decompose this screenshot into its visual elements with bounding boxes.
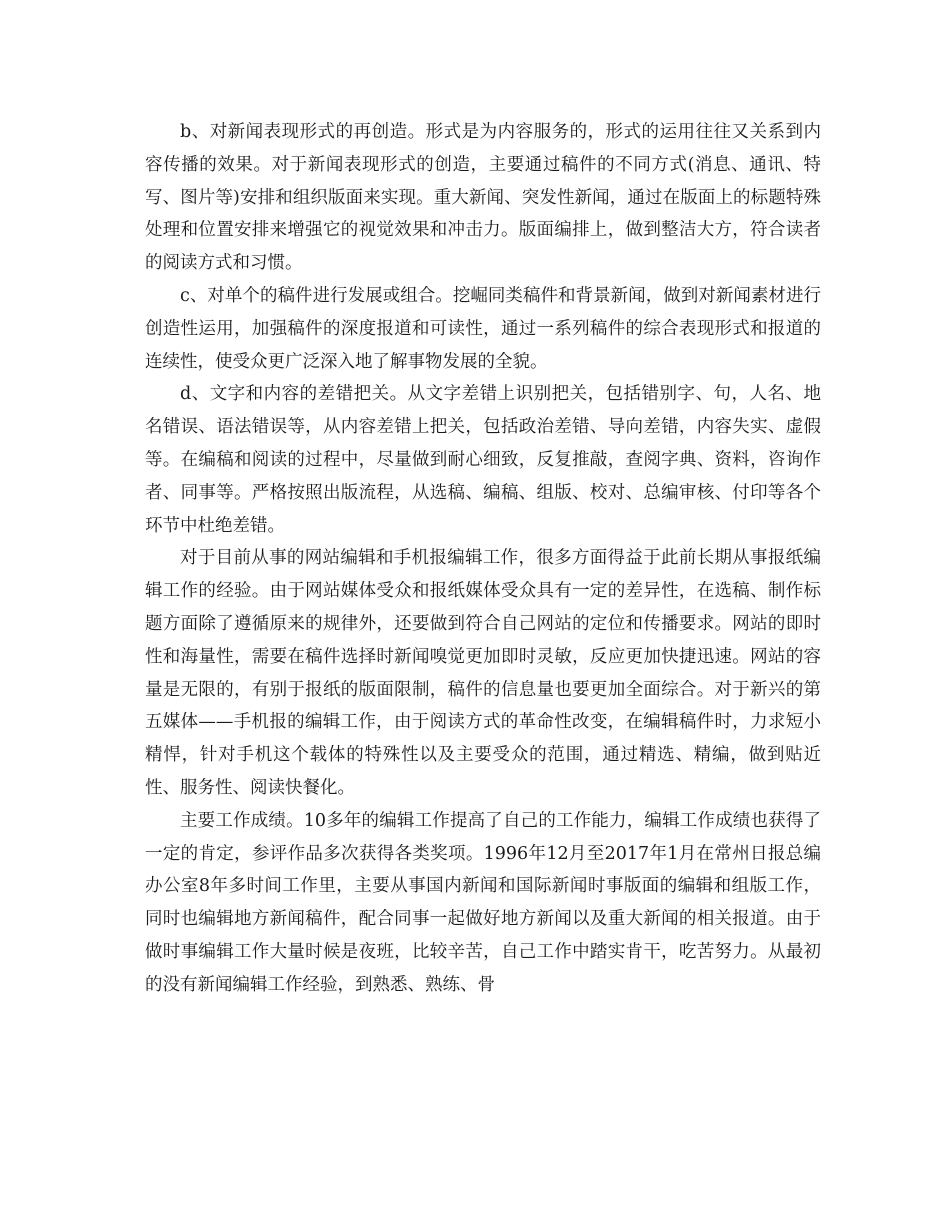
document-body bbox=[145, 116, 821, 1002]
paragraph-d-error-checking: d、文字和内容的差错把关。从文字差错上识别把关，包括错别字、句，人名、地名错误、语法错误等，从内容差错上把关，包括政治差错、导向差错，内容失实、虚假等。在编稿和阅读的过程中，尽量做到耐心细致，反复推敲，查阅字典、资料，咨询作者、同事等。严格按照出版流程，从选稿、编稿、组版、校对、总编审核、付印等各个环节中杜绝差错。 bbox=[145, 384, 821, 536]
paragraph-b-form-recreation: b、对新闻表现形式的再创造。形式是为内容服务的，形式的运用往往又关系到内容传播的效果。对于新闻表现形式的创造，主要通过稿件的不同方式(消息、通讯、特写、图片等)安排和组织版面来实现。重大新闻、突发性新闻，通过在版面上的标题特殊处理和位置安排来增强它的视觉效果和冲击力。版面编排上，做到整洁大方，符合读者的阅读方式和习惯。 bbox=[145, 122, 821, 274]
paragraph-work-achievements: 主要工作成绩。10多年的编辑工作提高了自己的工作能力，编辑工作成绩也获得了一定的肯定，参评作品多次获得各类奖项。1996年12月至2017年1月在常州日报总编办公室8年多时间工作里，主要从事国内新闻和国际新闻时事版面的编辑和组版工作，同时也编辑地方新闻稿件，配合同事一起做好地方新闻以及重大新闻的相关报道。由于做时事编辑工作大量时候是夜班，比较辛苦，自己工作中踏实肯干，吃苦努力。从最初的没有新闻编辑工作经验，到熟悉、熟练、骨 bbox=[145, 810, 821, 995]
paragraph-website-mobile-editing: 对于目前从事的网站编辑和手机报编辑工作，很多方面得益于此前长期从事报纸编辑工作的经验。由于网站媒体受众和报纸媒体受众具有一定的差异性，在选稿、制作标题方面除了遵循原来的规律外，还要做到符合自己网站的定位和传播要求。网站的即时性和海量性，需要在稿件选择时新闻嗅觉更加即时灵敏，反应更加快捷迅速。网站的容量是无限的，有别于报纸的版面限制，稿件的信息量也要更加全面综合。对于新兴的第五媒体——手机报的编辑工作，由于阅读方式的革命性改变，在编辑稿件时，力求短小精悍，针对手机这个载体的特殊性以及主要受众的范围，通过精选、精编，做到贴近性、服务性、阅读快餐化。 bbox=[145, 548, 821, 798]
paragraph-c-article-development: c、对单个的稿件进行发展或组合。挖崛同类稿件和背景新闻，做到对新闻素材进行创造性运用，加强稿件的深度报道和可读性，通过一系列稿件的综合表现形式和报道的连续性，使受众更广泛深入地了解事物发展的全貌。 bbox=[145, 285, 821, 372]
